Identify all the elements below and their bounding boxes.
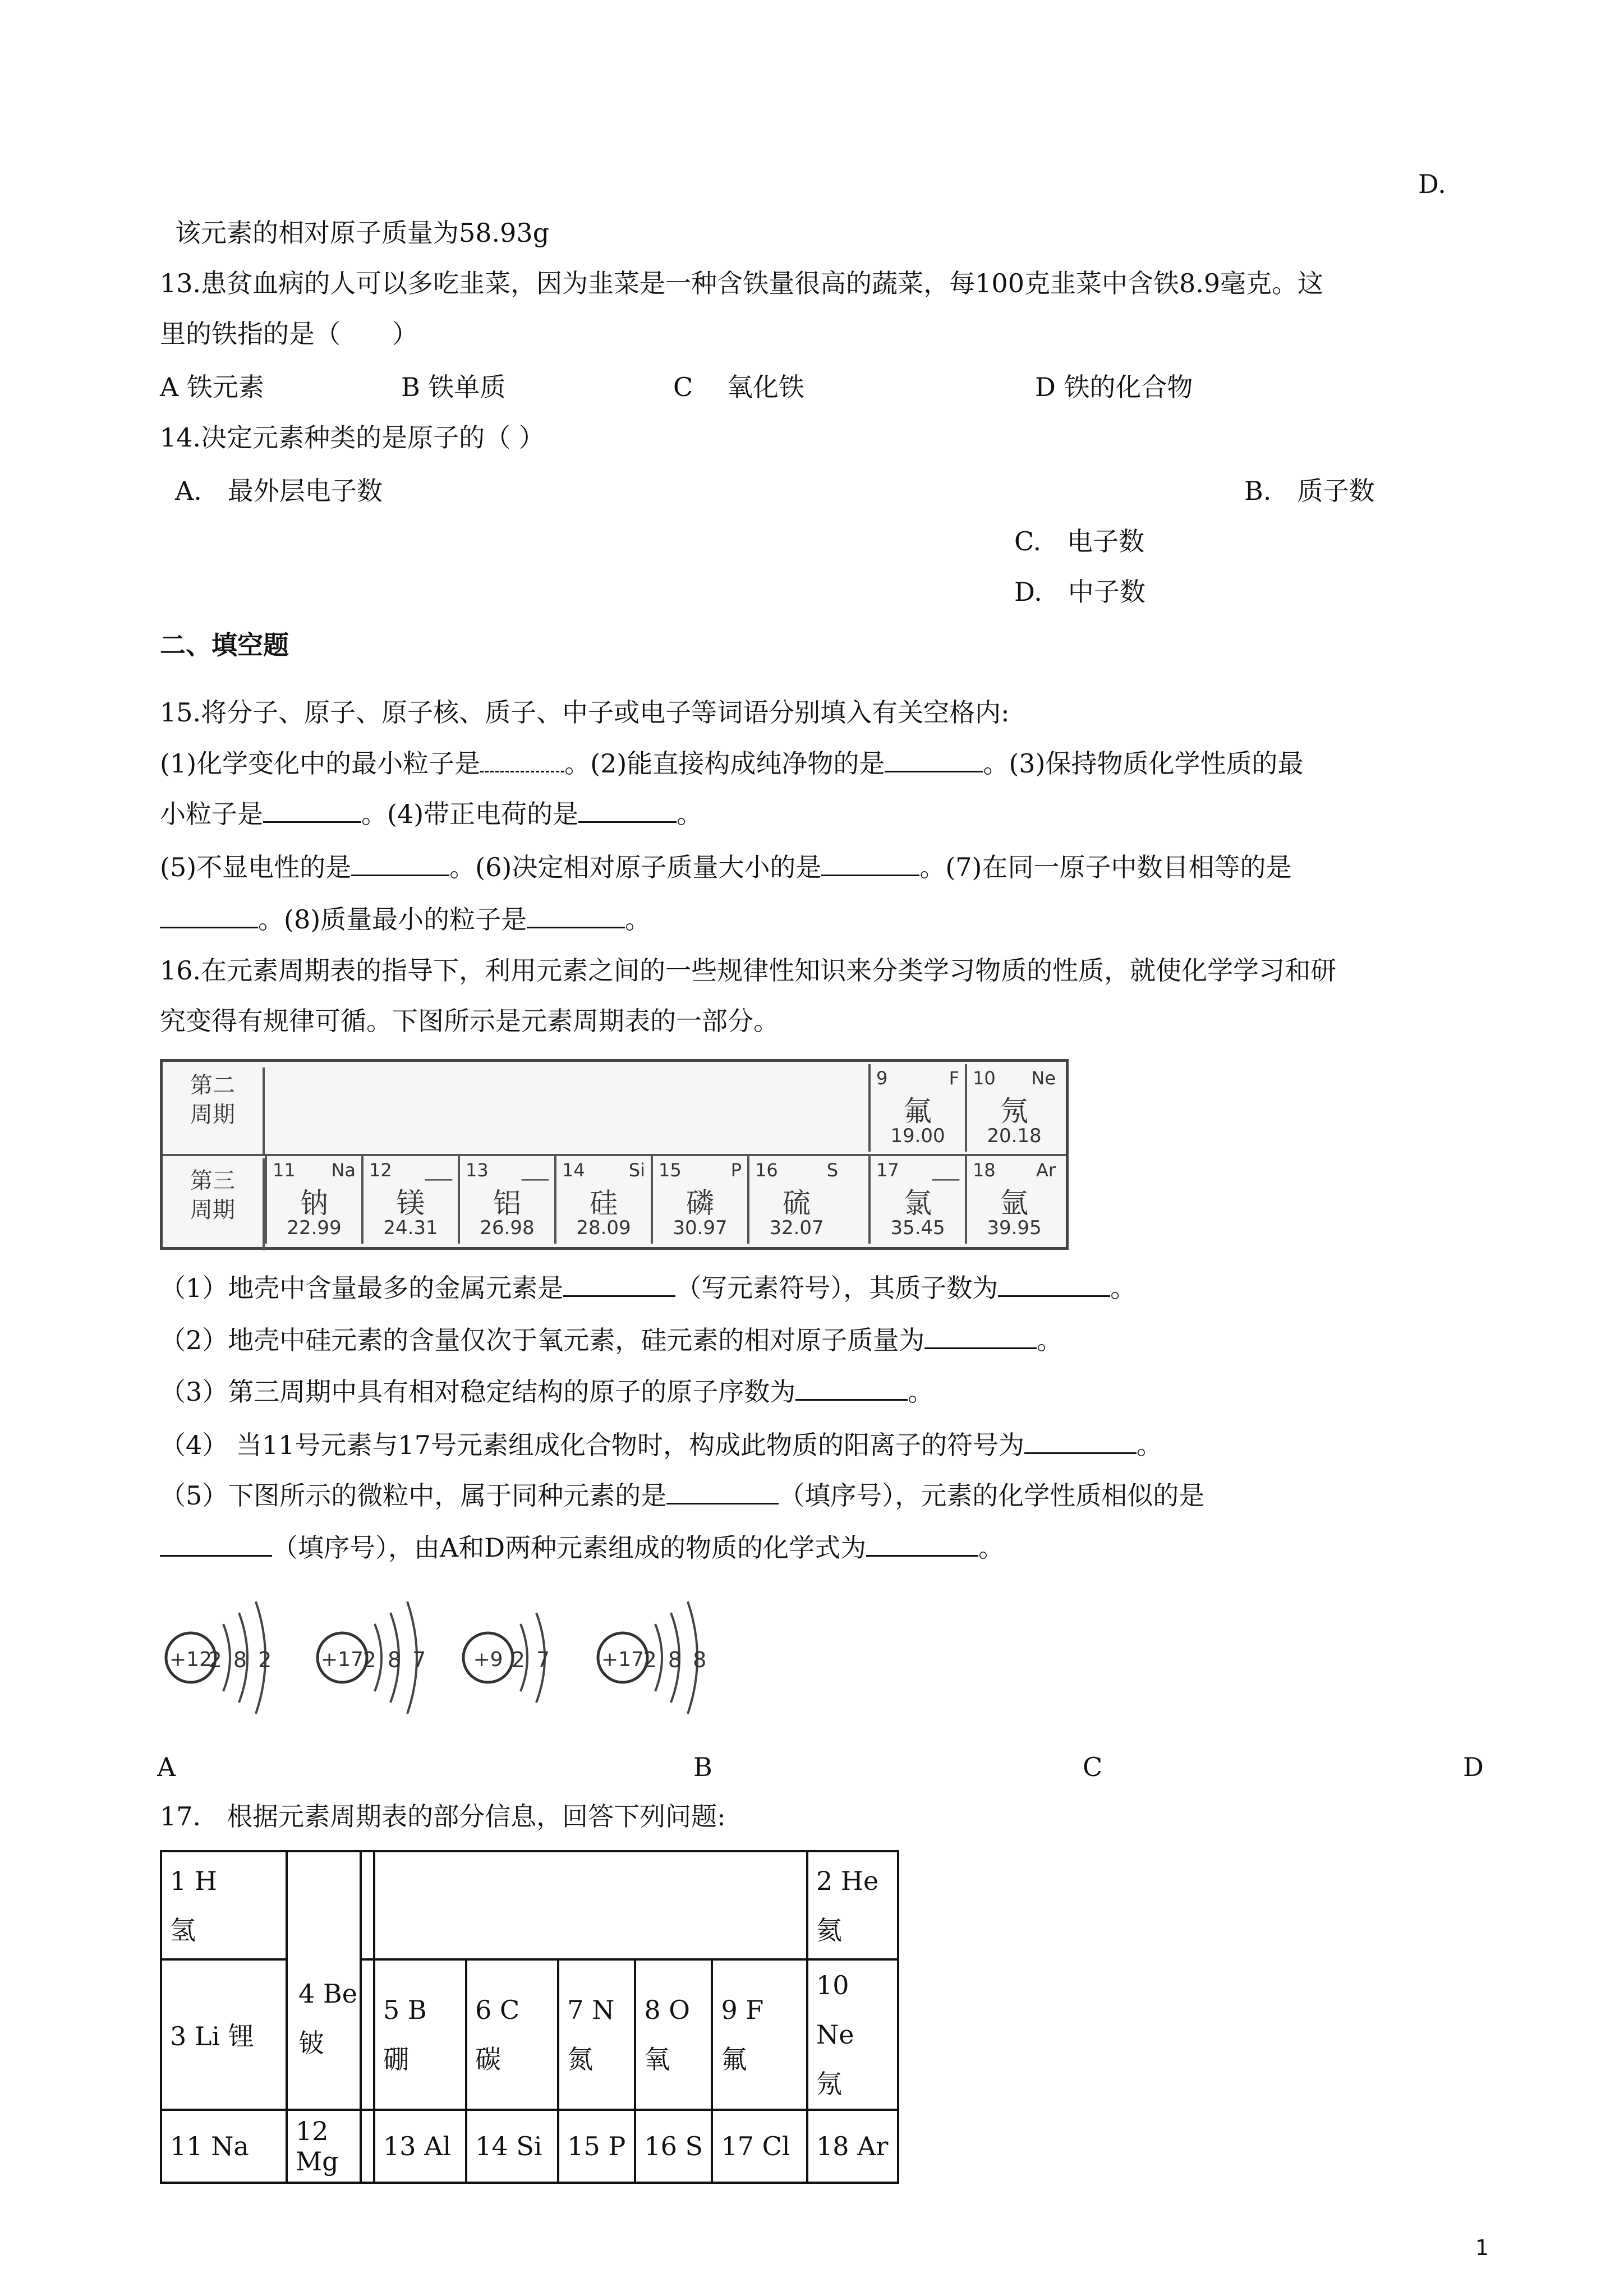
q15-blank-3[interactable] xyxy=(263,797,361,823)
q13-stem-line1: 13.患贫血病的人可以多吃韭菜，因为韭菜是一种含铁量很高的蔬菜，每100克韭菜中含铁8.9毫克。这 xyxy=(160,268,1324,298)
q15-text-6: 。 xyxy=(677,799,703,829)
element-mass: 26.98 xyxy=(480,1217,535,1239)
element-cell-Al xyxy=(458,1156,554,1244)
q16-stem-line2: 究变得有规律可循。下图所示是元素周期表的一部分。 xyxy=(160,1006,779,1036)
cell-Al: 13 Al xyxy=(374,2110,466,2183)
element-number: 9 xyxy=(876,1068,888,1089)
period2-label-line1: 第二 xyxy=(190,1073,235,1098)
q15-text-3: 。(3)保持物质化学性质的最 xyxy=(983,748,1304,779)
cell-C-symbol: 6 C xyxy=(475,1995,520,2025)
q16-sub5-line2 xyxy=(160,1530,1004,1565)
element-cell-Si xyxy=(554,1156,651,1244)
q15-text-8: 。(6)决定相对原子质量大小的是 xyxy=(449,852,822,882)
particle-c-nucleus: +9 xyxy=(473,1648,503,1671)
particle-label-b: B xyxy=(693,1752,712,1782)
element-symbol: ___ xyxy=(932,1159,959,1181)
q15-text-2: 。(2)能直接构成纯净物的是 xyxy=(564,748,885,779)
cell-Ne-symbol: 10 Ne xyxy=(816,1970,854,2050)
q15-line1 xyxy=(160,746,1304,780)
element-mass: 30.97 xyxy=(673,1217,728,1239)
particle-c xyxy=(463,1613,552,1703)
cell-gap xyxy=(361,1851,374,1959)
q15-stem: 15.将分子、原子、原子核、质子、中子或电子等词语分别填入有关空格内: xyxy=(160,697,1010,728)
q15-blank-6[interactable] xyxy=(821,850,919,876)
element-number: 12 xyxy=(369,1159,392,1181)
particle-b-nucleus: +17 xyxy=(321,1648,364,1671)
element-mass: 24.31 xyxy=(383,1217,438,1239)
q16-sub3 xyxy=(160,1374,933,1409)
q15-text-4: 小粒子是 xyxy=(160,799,263,829)
q16-blank-6[interactable] xyxy=(666,1478,779,1504)
cell-gap-3 xyxy=(361,2110,374,2183)
q12-option-d-text: 该元素的相对原子质量为58.93g xyxy=(175,218,550,248)
q14-option-b: B. 质子数 xyxy=(1244,476,1375,506)
cell-O xyxy=(635,1959,712,2110)
period3-label xyxy=(163,1158,265,1250)
element-mass: 22.99 xyxy=(287,1217,342,1239)
element-mass: 39.95 xyxy=(987,1217,1042,1239)
element-number: 11 xyxy=(273,1159,296,1181)
element-cell-Ne xyxy=(965,1064,1061,1152)
cell-B-name: 硼 xyxy=(383,2044,409,2074)
q16-sub1-text-a: （1）地壳中含量最多的金属元素是 xyxy=(160,1273,564,1303)
particle-b xyxy=(318,1602,428,1714)
q13-option-a: A 铁元素 xyxy=(160,372,264,402)
periodic-table-17 xyxy=(160,1850,899,2184)
cell-Mg: 12 Mg xyxy=(287,2110,361,2183)
q16-blank-7[interactable] xyxy=(160,1530,272,1557)
q16-stem-line1: 16.在元素周期表的指导下，利用元素之间的一些规律性知识来分类学习物质的性质，就使化学学习和研 xyxy=(160,955,1337,986)
q16-sub4-text-b: 。 xyxy=(1136,1430,1162,1460)
particle-diagrams xyxy=(157,1582,774,1728)
q15-line2 xyxy=(160,797,702,831)
q16-sub5-text-c: （填序号），由A和D两种元素组成的物质的化学式为 xyxy=(272,1533,867,1563)
cell-Ne-name: 氖 xyxy=(816,2069,842,2099)
element-name: 钠 xyxy=(300,1187,328,1220)
cell-H xyxy=(161,1851,287,1959)
section-title: 二、填空题 xyxy=(160,630,289,660)
q16-sub1 xyxy=(160,1271,1136,1305)
page-number: 1 xyxy=(1475,2235,1489,2260)
cell-N-name: 氮 xyxy=(567,2044,594,2074)
q14-stem: 14.决定元素种类的是原子的（ ） xyxy=(160,422,545,453)
element-cell-P xyxy=(651,1156,747,1244)
q15-blank-1[interactable] xyxy=(480,746,564,772)
element-symbol: Ne xyxy=(1031,1068,1056,1089)
q16-blank-1[interactable] xyxy=(563,1271,675,1297)
period3-label-line2: 周期 xyxy=(190,1197,235,1223)
q15-line4 xyxy=(160,902,651,936)
element-symbol: ___ xyxy=(425,1159,452,1181)
element-cell-Na xyxy=(265,1156,361,1244)
particle-d xyxy=(598,1602,709,1714)
element-cell-Ar xyxy=(965,1156,1061,1244)
element-number: 17 xyxy=(876,1159,899,1181)
element-number: 10 xyxy=(973,1068,996,1089)
cell-F-symbol: 9 F xyxy=(721,1995,764,2025)
q14-option-d: D. 中子数 xyxy=(1014,577,1145,607)
element-mass: 35.45 xyxy=(890,1217,945,1239)
particle-label-c: C xyxy=(1083,1752,1103,1782)
cell-H-symbol: 1 H xyxy=(170,1865,218,1896)
element-name: 镁 xyxy=(397,1187,425,1220)
cell-F-name: 氟 xyxy=(721,2044,747,2074)
cell-Si: 14 Si xyxy=(466,2110,558,2183)
q16-sub1-text-c: 。 xyxy=(1110,1273,1137,1303)
element-name: 硅 xyxy=(590,1187,618,1220)
q16-sub1-text-b: （写元素符号），其质子数为 xyxy=(675,1273,999,1303)
element-number: 18 xyxy=(973,1159,996,1181)
q16-sub5-line1 xyxy=(160,1478,1204,1512)
element-name: 铝 xyxy=(493,1187,521,1220)
q15-text-11: 。 xyxy=(625,904,651,935)
element-name: 硫 xyxy=(783,1187,811,1220)
q15-text-10: 。(8)质量最小的粒子是 xyxy=(258,904,527,935)
q15-blank-5[interactable] xyxy=(351,850,449,876)
q13-option-c: C 氧化铁 xyxy=(673,372,804,402)
element-name: 氯 xyxy=(904,1187,932,1220)
q15-text-1: (1)化学变化中的最小粒子是 xyxy=(160,748,481,779)
cell-Na: 11 Na xyxy=(161,2110,287,2183)
q16-sub2-text-a: （2）地壳中硅元素的含量仅次于氧元素，硅元素的相对原子质量为 xyxy=(160,1325,925,1355)
q16-blank-5[interactable] xyxy=(1024,1428,1137,1454)
q12-option-d-label: D. xyxy=(1418,169,1446,199)
element-symbol: ___ xyxy=(522,1159,549,1181)
q15-blank-8[interactable] xyxy=(527,902,625,928)
element-cell-Cl xyxy=(868,1156,965,1244)
q16-sub5-text-d: 。 xyxy=(978,1533,1005,1563)
element-number: 16 xyxy=(755,1159,778,1181)
period2-label xyxy=(163,1068,265,1155)
cell-H-name: 氢 xyxy=(170,1915,196,1945)
q13-option-d: D 铁的化合物 xyxy=(1035,372,1193,402)
cell-Ar: 18 Ar xyxy=(807,2110,898,2183)
particle-b-shells: 2 8 7 xyxy=(362,1648,429,1672)
cell-O-name: 氧 xyxy=(644,2044,670,2074)
q16-sub5-text-a: （5）下图所示的微粒中，属于同种元素的是 xyxy=(160,1480,667,1511)
q16-sub2 xyxy=(160,1323,1062,1357)
cell-empty-top xyxy=(374,1851,807,1959)
cell-S: 16 S xyxy=(635,2110,712,2183)
cell-N xyxy=(558,1959,635,2110)
element-number: 14 xyxy=(562,1159,585,1181)
q15-line3 xyxy=(160,850,1292,884)
q13-stem-line2: 里的铁指的是（ ） xyxy=(160,319,418,349)
element-symbol: Na xyxy=(331,1159,356,1181)
q16-sub3-text-a: （3）第三周期中具有相对稳定结构的原子的原子序数为 xyxy=(160,1377,796,1407)
period3-label-line1: 第三 xyxy=(190,1168,235,1194)
element-symbol: S xyxy=(826,1159,838,1181)
q14-option-a: A. 最外层电子数 xyxy=(175,476,383,506)
particle-a-shells: 2 8 2 xyxy=(208,1648,274,1672)
q15-blank-2[interactable] xyxy=(885,746,983,772)
particle-a xyxy=(166,1602,274,1714)
q16-blank-2[interactable] xyxy=(998,1271,1110,1297)
cell-Ne xyxy=(807,1959,898,2110)
periodic-table-figure xyxy=(160,1059,1069,1250)
cell-Be-symbol: 4 Be xyxy=(298,1978,357,2009)
element-symbol: F xyxy=(949,1068,959,1089)
q16-sub4-text-a: （4） 当11号元素与17号元素组成化合物时，构成此物质的阳离子的符号为 xyxy=(160,1430,1024,1460)
q16-sub4 xyxy=(160,1428,1162,1462)
particle-d-shells: 2 8 8 xyxy=(643,1648,709,1672)
q14-option-c: C. 电子数 xyxy=(1014,526,1145,556)
element-mass: 32.07 xyxy=(769,1217,824,1239)
element-symbol: Si xyxy=(628,1159,645,1181)
element-name: 磷 xyxy=(686,1187,714,1220)
q13-option-b: B 铁单质 xyxy=(401,372,506,402)
particle-label-d: D xyxy=(1463,1752,1484,1782)
element-number: 13 xyxy=(466,1159,489,1181)
q16-sub2-text-b: 。 xyxy=(1037,1325,1063,1355)
cell-F xyxy=(712,1959,807,2110)
particle-c-shells: 2 7 xyxy=(511,1648,553,1672)
q16-sub3-text-b: 。 xyxy=(908,1377,934,1407)
q16-blank-8[interactable] xyxy=(866,1530,978,1557)
element-name: 氩 xyxy=(1000,1187,1028,1220)
q16-blank-3[interactable] xyxy=(924,1323,1037,1349)
cell-Cl: 17 Cl xyxy=(712,2110,807,2183)
element-name: 氖 xyxy=(1000,1095,1028,1128)
q15-text-5: 。(4)带正电荷的是 xyxy=(361,799,579,829)
element-name: 氟 xyxy=(904,1095,932,1128)
element-mass: 20.18 xyxy=(987,1125,1042,1147)
element-cell-Mg xyxy=(361,1156,458,1244)
q15-blank-4[interactable] xyxy=(578,797,677,823)
cell-N-symbol: 7 N xyxy=(567,1995,615,2025)
q15-blank-7[interactable] xyxy=(160,902,258,928)
cell-B-symbol: 5 B xyxy=(383,1995,427,2025)
cell-Be xyxy=(298,1969,357,2068)
cell-O-symbol: 8 O xyxy=(644,1995,690,2025)
period2-label-line2: 周期 xyxy=(190,1102,235,1128)
q15-text-7: (5)不显电性的是 xyxy=(160,852,352,882)
q15-text-9: 。(7)在同一原子中数目相等的是 xyxy=(919,852,1292,882)
element-cell-S xyxy=(747,1156,844,1244)
element-mass: 19.00 xyxy=(890,1125,945,1147)
element-symbol: P xyxy=(730,1159,742,1181)
element-cell-F xyxy=(868,1064,965,1152)
cell-He-symbol: 2 He xyxy=(816,1865,879,1896)
q16-sub5-text-b: （填序号），元素的化学性质相似的是 xyxy=(779,1480,1205,1511)
cell-P: 15 P xyxy=(558,2110,635,2183)
cell-B xyxy=(374,1959,466,2110)
particle-label-a: A xyxy=(157,1752,176,1782)
cell-He-name: 氦 xyxy=(816,1915,842,1945)
cell-Li: 3 Li 锂 xyxy=(161,1959,287,2110)
element-symbol: Ar xyxy=(1036,1159,1056,1181)
particle-a-nucleus: +12 xyxy=(169,1648,212,1671)
cell-He xyxy=(807,1851,898,1959)
q17-stem: 17. 根据元素周期表的部分信息，回答下列问题: xyxy=(160,1801,726,1832)
cell-Be-name: 铍 xyxy=(298,2028,324,2058)
element-number: 15 xyxy=(659,1159,682,1181)
element-mass: 28.09 xyxy=(576,1217,631,1239)
cell-gap-2 xyxy=(361,1959,374,2110)
cell-C-name: 碳 xyxy=(475,2044,502,2074)
particle-d-nucleus: +17 xyxy=(601,1648,644,1671)
cell-C xyxy=(466,1959,558,2110)
q16-blank-4[interactable] xyxy=(795,1374,908,1401)
